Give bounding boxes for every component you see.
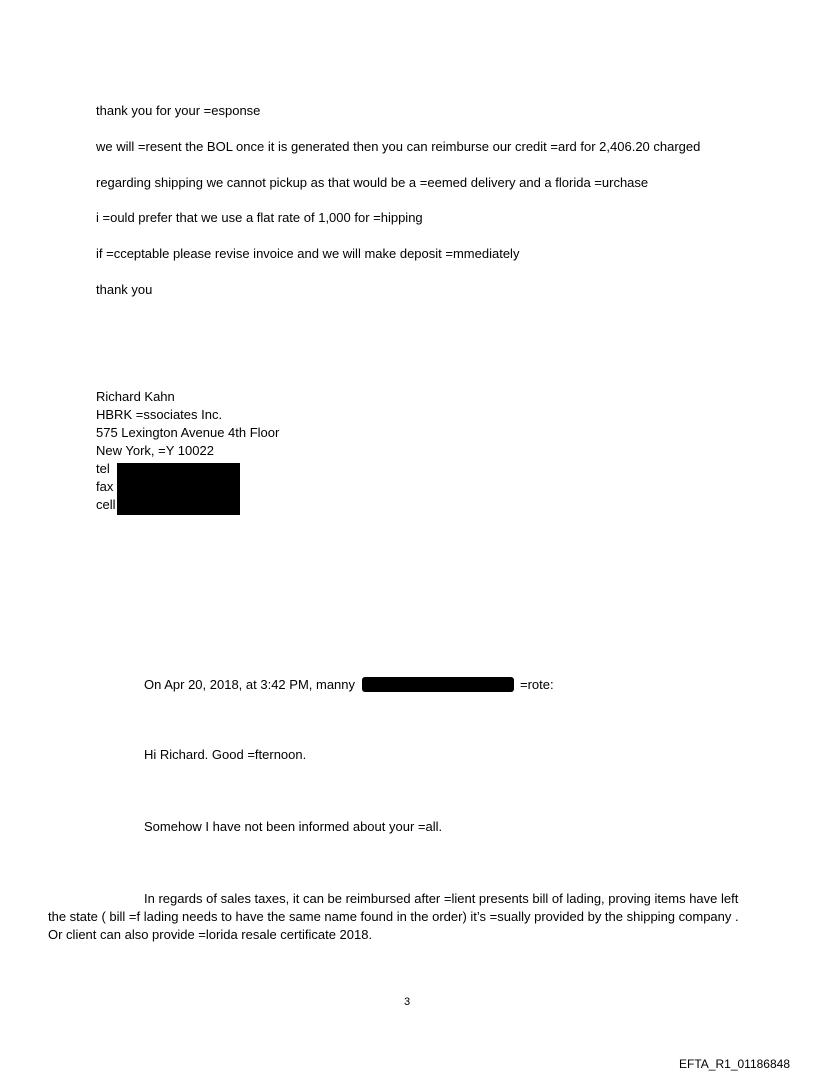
message-line: i =ould prefer that we use a flat rate of 1,000 for =hipping bbox=[96, 210, 423, 225]
signature-name: Richard Kahn bbox=[96, 389, 175, 404]
signature-cell-label: cell bbox=[96, 497, 116, 512]
page-number: 3 bbox=[404, 996, 411, 1008]
document-id: EFTA_R1_01186848 bbox=[679, 1057, 790, 1071]
message-line: thank you for your =esponse bbox=[96, 103, 261, 118]
message-line: regarding shipping we cannot pickup as that would be a =eemed delivery and a florida =urchase bbox=[96, 175, 649, 190]
signature-fax-label: fax bbox=[96, 479, 114, 494]
redaction-email bbox=[362, 677, 514, 692]
quoted-header-suffix: =rote: bbox=[520, 677, 554, 692]
message-line: thank you bbox=[96, 282, 153, 297]
quoted-paragraph-line: In regards of sales taxes, it can be reimbursed after =lient presents bill of lading, proving items have left bbox=[144, 891, 739, 906]
signature-address: 575 Lexington Avenue 4th Floor bbox=[96, 425, 280, 440]
quoted-header-prefix: On Apr 20, 2018, at 3:42 PM, manny bbox=[144, 677, 356, 692]
quoted-paragraph-line: Or client can also provide =lorida resale certificate 2018. bbox=[48, 927, 373, 942]
signature-company: HBRK =ssociates Inc. bbox=[96, 407, 223, 422]
redaction-block bbox=[117, 463, 240, 515]
signature-tel-label: tel bbox=[96, 461, 110, 476]
quoted-line: Somehow I have not been informed about your =all. bbox=[144, 819, 443, 834]
message-line: if =cceptable please revise invoice and we will make deposit =mmediately bbox=[96, 246, 520, 261]
message-line: we will =resent the BOL once it is generated then you can reimburse our credit =ard for 2,406.20 charged bbox=[96, 139, 701, 154]
signature-city: New York, =Y 10022 bbox=[96, 443, 214, 458]
quoted-greeting: Hi Richard. Good =fternoon. bbox=[144, 747, 307, 762]
quoted-paragraph-line: the state ( bill =f lading needs to have the same name found in the order) it’s =sually provided by the shipping company . bbox=[48, 909, 739, 924]
